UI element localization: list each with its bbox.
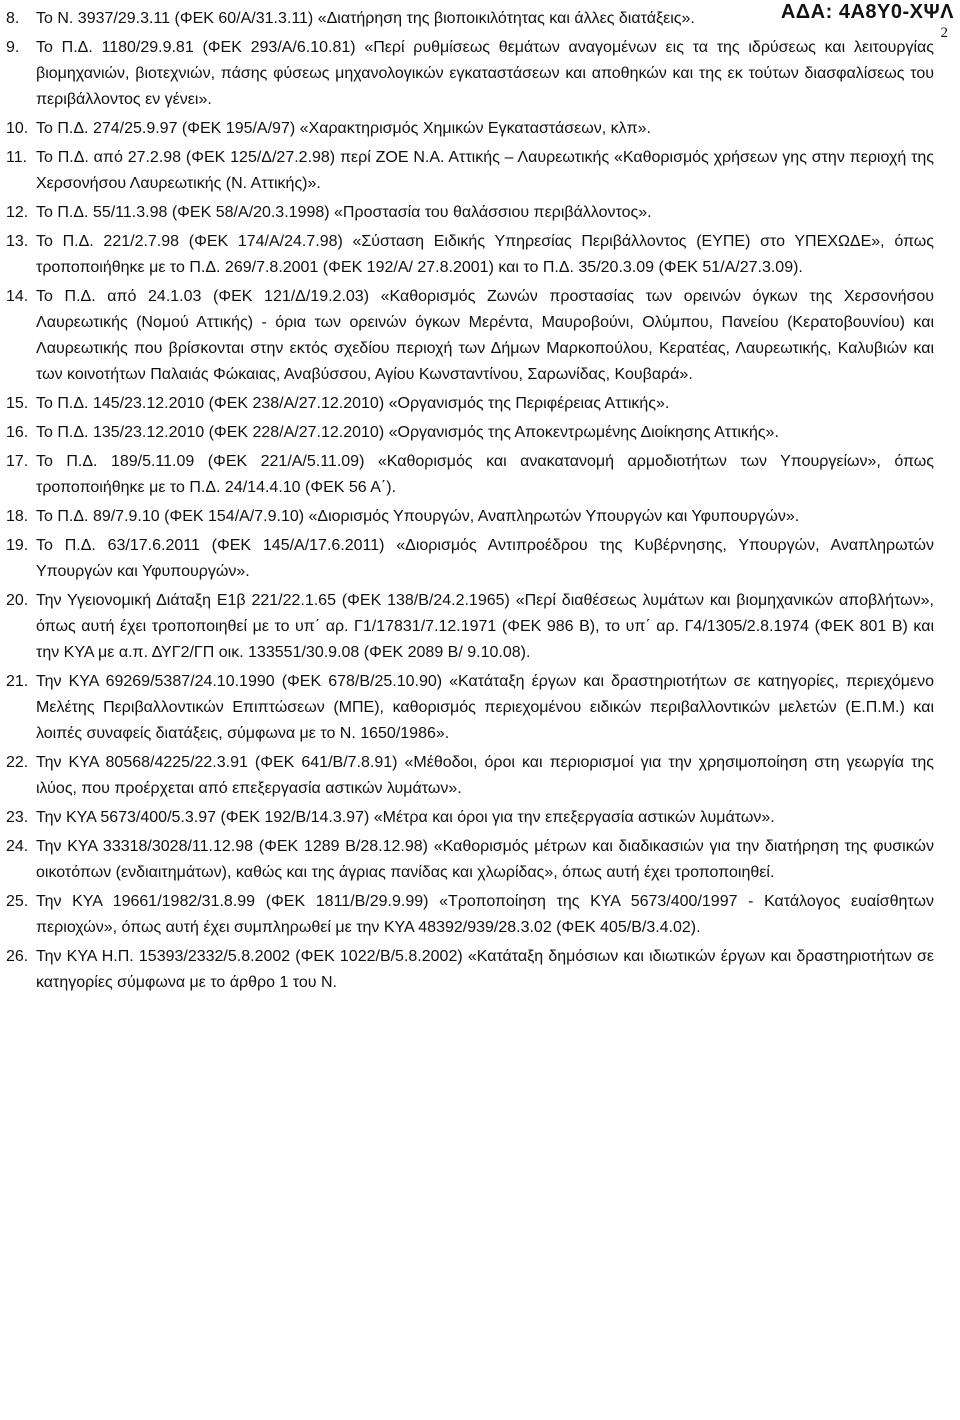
list-item (6, 420, 934, 446)
item-text: Το Π.Δ. 189/5.11.09 (ΦΕΚ 221/Α/5.11.09) «Καθορισμός και ανακατανομή αρμοδιοτήτων των Υπουργείων», όπως τροποποιήθηκε με το Π.Δ. 24/14.4.10 (ΦΕΚ 56 Α΄). (36, 453, 934, 496)
list-item (6, 200, 934, 226)
item-number: 18. (6, 508, 29, 525)
list-item (6, 284, 934, 388)
list-item (6, 533, 934, 585)
list-item (6, 750, 934, 802)
item-text: Την Υγειονομική Διάταξη Ε1β 221/22.1.65 (ΦΕΚ 138/Β/24.2.1965) «Περί διαθέσεως λυμάτων και βιομηχανικών αποβλήτων», όπως αυτή έχει τροποποιηθεί με το υπ΄ αρ. Γ1/17831/7.12.1971 (ΦΕΚ 986 Β), το υπ΄ αρ. Γ4/1305/2.8.1974 (ΦΕΚ 801 Β) και την ΚΥΑ με α.π. ΔΥΓ2/ΓΠ οικ. 133551/30.9.08 (ΦΕΚ 2089 Β/ 9.10.08). (36, 592, 934, 661)
list-item (6, 805, 934, 831)
list-item (6, 391, 934, 417)
page-number: 2 (940, 25, 948, 41)
list-item (6, 229, 934, 281)
item-text: Το Π.Δ. 89/7.9.10 (ΦΕΚ 154/Α/7.9.10) «Διορισμός Υπουργών, Αναπληρωτών Υπουργών και Υφυπουργών». (36, 508, 800, 525)
item-text: Την ΚΥΑ 80568/4225/22.3.91 (ΦΕΚ 641/Β/7.8.91) «Μέθοδοι, όροι και περιορισμοί για την χρησιμοποίηση στη γεωργία της ιλύος, που προέρχεται από επεξεργασία αστικών λυμάτων». (36, 754, 934, 797)
document-body (6, 6, 934, 999)
item-text: Το Π.Δ. από 24.1.03 (ΦΕΚ 121/Δ/19.2.03) «Καθορισμός Ζωνών προστασίας των ορεινών όγκων της Χερσονήσου Λαυρεωτικής (Νομού Αττικής) - όρια των ορεινών όγκων Μερέντα, Μαυροβούνι, Ολύμπου, Πανείου (Κερατοβουνίου) και Λαυρεωτικής που βρίσκονται στην εκτός σχεδίου περιοχή των Δήμων Μαρκοπούλου, Κερατέας, Λαυρεωτικής, Καλυβιών και των κοινοτήτων Παλαιάς Φώκαιας, Αναβύσσου, Αγίου Κωνσταντίνου, Σαρωνίδας, Κουβαρά». (36, 288, 934, 383)
item-text: Το Π.Δ. 221/2.7.98 (ΦΕΚ 174/Α/24.7.98) «Σύσταση Ειδικής Υπηρεσίας Περιβάλλοντος (ΕΥΠΕ) στο ΥΠΕΧΩΔΕ», όπως τροποποιήθηκε με το Π.Δ. 269/7.8.2001 (ΦΕΚ 192/Α/ 27.8.2001) και το Π.Δ. 35/20.3.09 (ΦΕΚ 51/Α/27.3.09). (36, 233, 934, 276)
list-item (6, 588, 934, 666)
item-text: Την ΚΥΑ 69269/5387/24.10.1990 (ΦΕΚ 678/Β/25.10.90) «Κατάταξη έργων και δραστηριοτήτων σε κατηγορίες, περιεχόμενο Μελέτης Περιβαλλοντικών Επιπτώσεων (ΜΠΕ), καθορισμός περιεχομένου ειδικών περιβαλλοντικών μελετών (Ε.Π.Μ.) και λοιπές συναφείς διατάξεις, σύμφωνα με το Ν. 1650/1986». (36, 673, 934, 742)
item-number: 24. (6, 838, 29, 855)
item-number: 21. (6, 673, 29, 690)
item-text: Το Π.Δ. 145/23.12.2010 (ΦΕΚ 238/Α/27.12.2010) «Οργανισμός της Περιφέρειας Αττικής». (36, 395, 670, 412)
item-number: 12. (6, 204, 29, 221)
list-item (6, 944, 934, 996)
item-text: Το Π.Δ. 63/17.6.2011 (ΦΕΚ 145/Α/17.6.2011) «Διορισμός Αντιπροέδρου της Κυβέρνησης, Υπουργών, Αναπληρωτών Υπουργών και Υφυπουργών». (36, 537, 934, 580)
list-item (6, 116, 934, 142)
list-item (6, 145, 934, 197)
item-number: 20. (6, 592, 29, 609)
item-number: 8. (6, 10, 20, 27)
list-item (6, 6, 934, 32)
item-number: 25. (6, 893, 29, 910)
list-item (6, 834, 934, 886)
item-number: 16. (6, 424, 29, 441)
item-text: Το Π.Δ. από 27.2.98 (ΦΕΚ 125/Δ/27.2.98) περί ΖΟΕ Ν.Α. Αττικής – Λαυρεωτικής «Καθορισμός χρήσεων γης στην περιοχή της Χερσονήσου Λαυρεωτικής (Ν. Αττικής)». (36, 149, 934, 192)
list-item (6, 669, 934, 747)
list-item (6, 504, 934, 530)
item-text: Το Π.Δ. 274/25.9.97 (ΦΕΚ 195/Α/97) «Χαρακτηρισμός Χημικών Εγκαταστάσεων, κλπ». (36, 120, 651, 137)
item-text: Το Π.Δ. 1180/29.9.81 (ΦΕΚ 293/Α/6.10.81) «Περί ρυθμίσεως θεμάτων αναγομένων εις τα της ιδρύσεως και λειτουργίας βιομηχανιών, βιοτεχνιών, πάσης φύσεως μηχανολογικών εγκαταστάσεων και αποθηκών και της εκ τούτων διασφαλίσεως του περιβάλλοντος εν γένει». (36, 39, 934, 108)
item-text: Την ΚΥΑ 19661/1982/31.8.99 (ΦΕΚ 1811/Β/29.9.99) «Τροποποίηση της ΚΥΑ 5673/400/1997 - Κατάλογος ευαίσθητων περιοχών», όπως αυτή έχει συμπληρωθεί με την ΚΥΑ 48392/939/28.3.02 (ΦΕΚ 405/Β/3.4.02). (36, 893, 934, 936)
item-number: 26. (6, 948, 29, 965)
item-text: Το Ν. 3937/29.3.11 (ΦΕΚ 60/Α/31.3.11) «Διατήρηση της βιοποικιλότητας και άλλες διατάξεις». (36, 10, 695, 27)
item-text: Το Π.Δ. 55/11.3.98 (ΦΕΚ 58/Α/20.3.1998) «Προστασία του θαλάσσιου περιβάλλοντος». (36, 204, 652, 221)
list-item (6, 35, 934, 113)
document-code: ΑΔΑ: 4Α8Υ0-ΧΨΛ (780, 1, 954, 23)
item-number: 23. (6, 809, 29, 826)
item-text: Το Π.Δ. 135/23.12.2010 (ΦΕΚ 228/Α/27.12.2010) «Οργανισμός της Αποκεντρωμένης Διοίκησης Αττικής». (36, 424, 779, 441)
item-number: 13. (6, 233, 29, 250)
item-number: 10. (6, 120, 29, 137)
item-text: Την ΚΥΑ Η.Π. 15393/2332/5.8.2002 (ΦΕΚ 1022/Β/5.8.2002) «Κατάταξη δημόσιων και ιδιωτικών έργων και δραστηριοτήτων σε κατηγορίες σύμφωνα με το άρθρο 1 του Ν. (36, 948, 934, 991)
item-number: 19. (6, 537, 29, 554)
list-item (6, 449, 934, 501)
item-number: 9. (6, 39, 20, 56)
item-number: 22. (6, 754, 29, 771)
item-number: 14. (6, 288, 29, 305)
item-text: Την ΚΥΑ 33318/3028/11.12.98 (ΦΕΚ 1289 Β/28.12.98) «Καθορισμός μέτρων και διαδικασιών για την διατήρηση της φυσικών οικοτόπων (ενδιαιτημάτων), καθώς και της άγριας πανίδας και χλωρίδας», όπως αυτή έχει τροποποιηθεί. (36, 838, 934, 881)
list-item (6, 889, 934, 941)
item-number: 17. (6, 453, 29, 470)
item-number: 15. (6, 395, 29, 412)
item-text: Την ΚΥΑ 5673/400/5.3.97 (ΦΕΚ 192/Β/14.3.97) «Μέτρα και όροι για την επεξεργασία αστικών λυμάτων». (36, 809, 775, 826)
item-number: 11. (6, 149, 28, 166)
